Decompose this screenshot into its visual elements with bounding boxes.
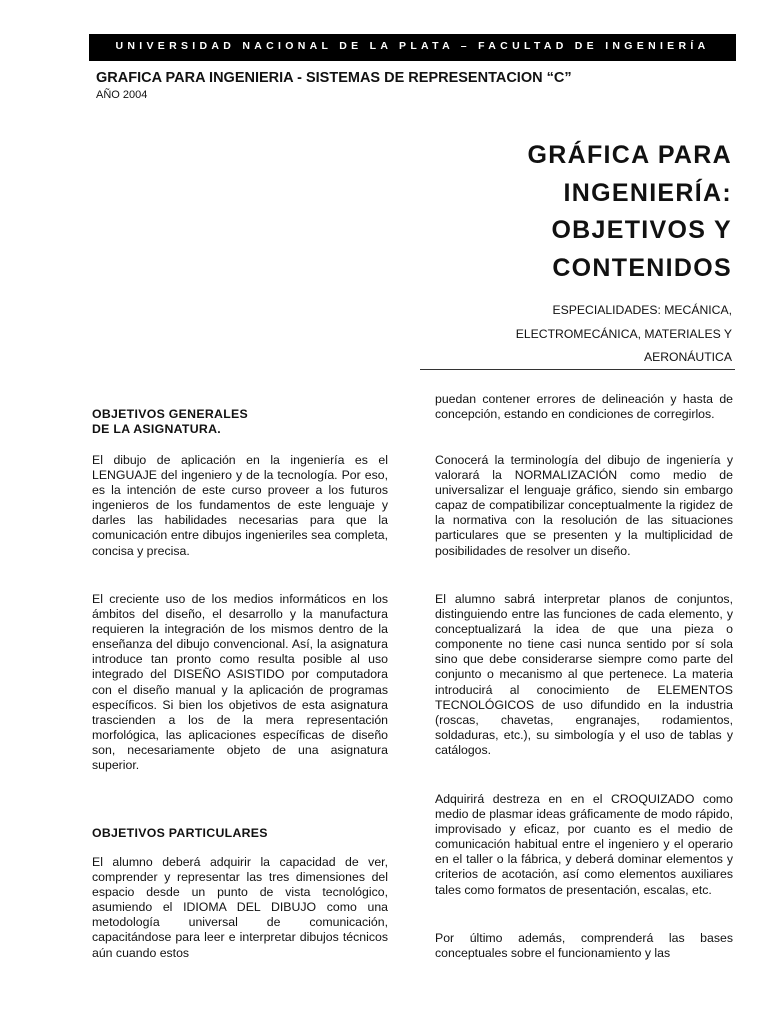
paragraph: El alumno deberá adquirir la capacidad de ver, comprender y representar las tres dimensiones del espacio desde un punto de vista tecnológico, asumiendo el IDIOMA DEL DIBUJO como una metodología universal de comunicación, capacitándose para leer e interpretar dibujos técnicos aún cuando estos: [92, 855, 388, 960]
heading-line: DE LA ASIGNATURA.: [92, 422, 221, 437]
specialties: [432, 299, 732, 370]
title-line: CONTENIDOS: [552, 253, 732, 282]
heading-line: OBJETIVOS GENERALES: [92, 407, 249, 421]
title-line: GRÁFICA PARA: [527, 141, 732, 169]
paragraph: Adquirirá destreza en en el CROQUIZADO como medio de plasmar ideas gráficamente de modo rápido, improvisado y eficaz, por cuanto es el medio de comunicación habitual entre el ingeniero y el operario en el taller o la fábrica, y deberá dominar elementos y criterios de acotación, así como elementos auxiliares tales como formatos de presentación, escalas, etc.: [435, 792, 733, 897]
paragraph: Por último además, comprenderá las bases conceptuales sobre el funcionamiento y las: [435, 931, 733, 961]
paragraph: El dibujo de aplicación en la ingeniería es el LENGUAJE del ingeniero y de la tecnología. Por eso, es la intención de este curso proveer a los futuros ingenieros de los fundamentos de este lenguaje y darles las habilidades necesarias para que la comunicación entre dibujos ingenieriles sea completa, concisa y precisa.: [92, 453, 388, 558]
section-heading: [92, 407, 388, 437]
paragraph: puedan contener errores de delineación y hasta de concepción, estando en condiciones de corregirlos.: [435, 392, 733, 422]
paragraph: El alumno sabrá interpretar planos de conjuntos, distinguiendo entre las funciones de cada elemento, y conceptualizará la idea de que una pieza o componente no tiene casi nunca sentido por sí sola sino que debe considerarse siempre como parte del conjunto o mecanismo al que pertenece. La materia introducirá al conocimiento de ELEMENTOS TECNOLÓGICOS de uso difundido en la industria (roscas, chavetas, engranajes, rodamientos, soldaduras, etc.), su simbología y el uso de tablas y catálogos.: [435, 592, 733, 757]
paragraph: El creciente uso de los medios informáticos en los ámbitos del diseño, el desarrollo y la manufactura requieren la integración de los mismos dentro de la enseñanza del dibujo convencional. Así, la asignatura introduce tan pronto como resulta posible al uso integrado del DISEÑO ASISTIDO por computadora con el diseño manual y la aplicación de programas específicos. Si bien los objetivos de esta asignatura trascienden a los de la mera representación morfológica, las aplicaciones específicas de diseño son, necesariamente objeto de una asignatura superior.: [92, 592, 388, 773]
section-heading: OBJETIVOS PARTICULARES: [92, 826, 268, 840]
title-line: INGENIERÍA:: [563, 178, 732, 207]
title-line: OBJETIVOS Y: [551, 216, 732, 244]
specialties-line: AERONÁUTICA: [643, 350, 732, 364]
paragraph: Conocerá la terminología del dibujo de ingeniería y valorará la NORMALIZACIÓN como medio de universalizar el lenguaje gráfico, siendo sin embargo capaz de compatibilizar conceptualmente la rigidez de la normativa con la resolución de las situaciones particulares que se presenten y la multiplicidad de posibilidades de resolver un diseño.: [435, 453, 733, 558]
specialties-line: ELECTROMECÁNICA, MATERIALES Y: [515, 326, 732, 341]
header-banner: [89, 34, 736, 61]
course-title: GRAFICA PARA INGENIERIA - SISTEMAS DE REPRESENTACION “C”: [96, 70, 572, 86]
banner-text: UNIVERSIDAD NACIONAL DE LA PLATA – FACULTAD DE INGENIERÍA: [115, 40, 710, 52]
year-label: AÑO 2004: [96, 89, 148, 101]
divider: [420, 369, 735, 370]
specialties-line: ESPECIALIDADES: MECÁNICA,: [552, 303, 732, 317]
document-title: [432, 137, 732, 287]
